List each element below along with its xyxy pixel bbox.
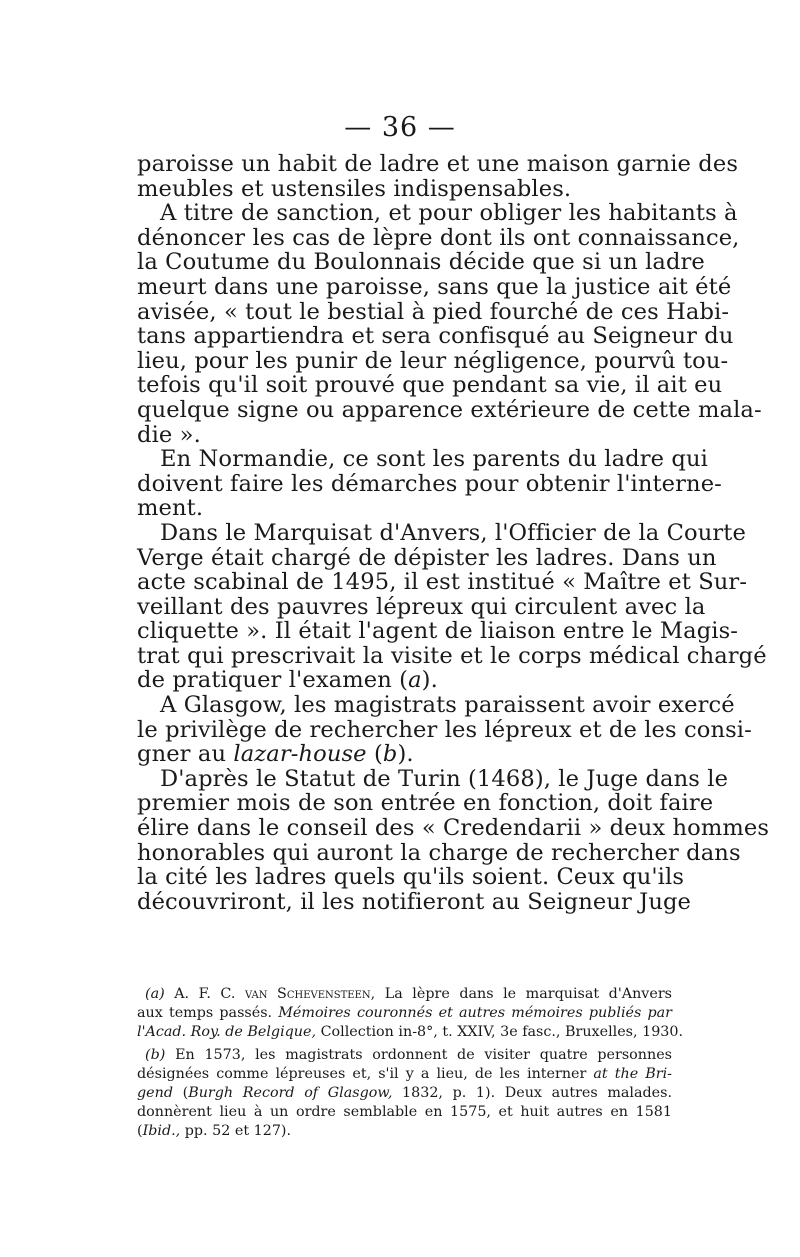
text-fragment: ).	[397, 741, 414, 768]
author-name: van Schevensteen,	[244, 986, 376, 1002]
text-line: trat qui prescrivait la visite et le corps médical chargé	[137, 642, 767, 669]
text-fragment: de pratiquer l'examen (	[137, 667, 409, 694]
text-fragment: (	[172, 1085, 189, 1101]
footnote-line	[137, 1084, 672, 1103]
text-line: ment.	[137, 495, 204, 522]
footnote-ref-a: a	[408, 667, 422, 694]
text-line: honorables qui auront la charge de rechercher dans	[137, 839, 741, 866]
text-fragment: gner au	[137, 741, 234, 768]
text-fragment: (	[137, 1123, 143, 1139]
footnote-line: donnèrent lieu à un ordre semblable en 1575, et huit autres en 1581	[137, 1104, 672, 1120]
text-line: veillant des pauvres lépreux qui circulent avec la	[137, 593, 706, 620]
italic-title: Mémoires couronnés et autres mémoires publiés par	[278, 1005, 672, 1021]
text-fragment: La lèpre dans le marquisat d'Anvers	[384, 986, 672, 1002]
text-line: tans appartiendra et sera confisqué au Seigneur du	[137, 323, 734, 350]
footnote-line	[137, 1065, 672, 1084]
text-line: Dans le Marquisat d'Anvers, l'Officier de la Courte	[160, 519, 746, 546]
footnote-line	[137, 1004, 672, 1023]
text-line: premier mois de son entrée en fonction, doit faire	[137, 790, 714, 817]
text-line: tefois qu'il soit prouvé que pendant sa vie, il ait eu	[137, 372, 723, 399]
text-line: élire dans le conseil des « Credendarii » deux hommes	[137, 815, 770, 842]
footnote-line	[137, 1046, 672, 1065]
text-line: paroisse un habit de ladre et une maison garnie des	[137, 151, 739, 177]
text-line: D'après le Statut de Turin (1468), le Juge dans le	[160, 765, 729, 792]
body-text	[137, 151, 770, 915]
text-fragment: (	[366, 741, 383, 768]
author-initials: A. F. C.	[174, 986, 236, 1002]
text-line: doivent faire les démarches pour obtenir l'interne-	[137, 470, 722, 497]
footnotes	[137, 985, 684, 1141]
text-line: dénoncer les cas de lèpre dont ils ont connaissance,	[137, 224, 740, 251]
footnote-line	[137, 1023, 684, 1042]
text-line: A titre de sanction, et pour obliger les habitants à	[160, 200, 738, 227]
footnote-marker: (b)	[145, 1047, 166, 1063]
text-line: Verge était chargé de dépister les ladres. Dans un	[137, 544, 717, 571]
italic-title: Burgh Record of Glasgow,	[188, 1085, 393, 1101]
text-line: meurt dans une paroisse, sans que la justice ait été	[137, 273, 732, 300]
page-number: — 36 —	[344, 112, 456, 143]
italic-title: Ibid.,	[142, 1123, 181, 1139]
text-line: la cité les ladres quels qu'ils soient. Ceux qu'ils	[137, 864, 685, 891]
italic-title: at the Bri-	[593, 1066, 672, 1082]
text-line: A Glasgow, les magistrats paraissent avoir exercé	[160, 692, 735, 719]
italic-term: lazar-house	[233, 741, 367, 768]
text-line: cliquette ». Il était l'agent de liaison entre le Magis-	[137, 618, 739, 645]
text-line: En Normandie, ce sont les parents du ladre qui	[160, 446, 708, 473]
text-fragment: En 1573, les magistrats ordonnent de visiter quatre personnes	[175, 1047, 673, 1063]
footnote-a	[137, 985, 684, 1042]
text-fragment: aux temps passés.	[137, 1005, 273, 1021]
text-line: lieu, pour les punir de leur négligence, pourvû tou-	[137, 347, 729, 374]
text-line: acte scabinal de 1495, il est institué « Maître et Sur-	[137, 569, 748, 596]
text-fragment: ).	[421, 667, 438, 694]
text-fragment: pp. 52 et 127).	[180, 1123, 292, 1139]
footnote-line	[137, 1122, 672, 1141]
text-line: quelque signe ou apparence extérieure de cette mala-	[137, 396, 762, 423]
text-line: la Coutume du Boulonnais décide que si un ladre	[137, 249, 705, 276]
footnote-b	[137, 1046, 672, 1141]
text-fragment: désignées comme lépreuses et, s'il y a lieu, de les interner	[137, 1066, 587, 1082]
text-line: découvriront, il les notifieront au Seigneur Juge	[137, 888, 692, 915]
footnote-marker: (a)	[145, 986, 165, 1002]
italic-title: gend	[137, 1085, 173, 1101]
text-line: le privilège de rechercher les lépreux et de les consi-	[137, 716, 752, 743]
footnote-ref-b: b	[382, 741, 398, 768]
text-line	[137, 742, 672, 767]
text-fragment: 1832, p. 1). Deux autres malades.	[392, 1085, 673, 1101]
italic-title: l'Acad. Roy. de Belgique,	[137, 1024, 317, 1040]
text-line	[137, 668, 672, 693]
text-line: die ».	[137, 421, 201, 448]
text-line: meubles et ustensiles indispensables.	[137, 175, 572, 202]
text-fragment: Collection in-8°, t. XXIV, 3e fasc., Bruxelles, 1930.	[320, 1024, 684, 1040]
footnote-line	[137, 985, 672, 1004]
text-line: avisée, « tout le bestial à pied fourché de ces Habi-	[137, 298, 730, 325]
